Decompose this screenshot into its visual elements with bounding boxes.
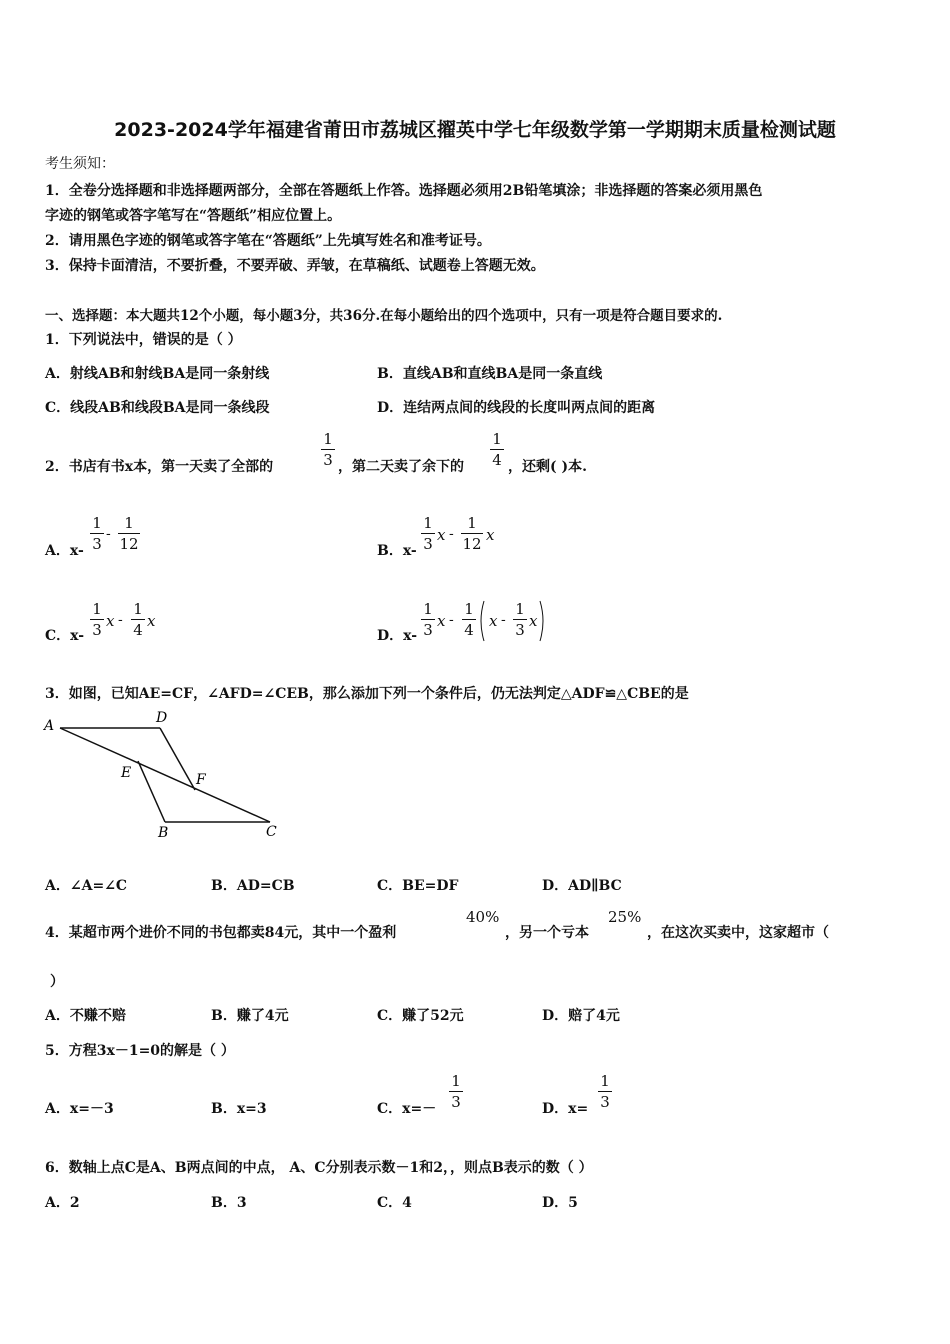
q2-a-frac-1: 1 3: [90, 514, 104, 553]
q4-stem-part2: ，另一个亏本: [505, 925, 589, 941]
q2-c-minus: -: [118, 612, 123, 628]
q2-d-x3: x: [529, 612, 538, 630]
q2-option-a[interactable]: A．x-: [45, 543, 84, 559]
q3-option-a[interactable]: A．∠A=∠C: [45, 878, 128, 894]
q2-fraction-2: 1 4: [490, 430, 504, 469]
q6-stem: 6．数轴上点C是A、B两点间的中点， A、C分别表示数－1和2，，则点B表示的数（ ）: [45, 1160, 593, 1176]
q2-fraction-1: 1 3: [321, 430, 335, 469]
q5-d-fraction: 1 3: [598, 1072, 612, 1111]
q4-option-a[interactable]: A．不赚不赔: [45, 1008, 126, 1024]
q3-geometry-figure: [40, 705, 290, 845]
q6-option-d[interactable]: D．5: [542, 1195, 578, 1211]
q4-stem-part3: ，在这次买卖中，这家超市（: [647, 925, 829, 941]
q3-option-c[interactable]: C．BE=DF: [377, 878, 459, 894]
page-title: 2023-2024学年福建省莆田市荔城区擢英中学七年级数学第一学期期末质量检测试题: [114, 119, 836, 141]
q2-stem-part3: ，还剩( )本.: [508, 459, 587, 475]
q4-percent-2: 25%: [608, 908, 642, 926]
q6-option-a[interactable]: A．2: [45, 1195, 80, 1211]
q3-option-b[interactable]: B．AD=CB: [211, 878, 295, 894]
q2-stem-part1: 2．书店有书x本，第一天卖了全部的: [45, 459, 274, 475]
q2-d-minus-2: -: [501, 612, 506, 628]
q4-option-c[interactable]: C．赚了52元: [377, 1008, 464, 1024]
notice-line-3: 3．保持卡面清洁，不要折叠，不要弄破、弄皱，在草稿纸、试题卷上答题无效。: [45, 258, 545, 274]
q2-option-c[interactable]: C．x-: [45, 628, 85, 644]
point-label-d: D: [156, 710, 168, 726]
point-label-b: B: [158, 825, 169, 841]
q5-c-fraction: 1 3: [449, 1072, 463, 1111]
point-label-a: A: [44, 718, 55, 734]
section-heading: 一、选择题：本大题共12个小题，每小题3分，共36分.在每小题给出的四个选项中，只有一项是符合题目要求的.: [45, 308, 723, 324]
q6-option-c[interactable]: C．4: [377, 1195, 412, 1211]
q1-option-c[interactable]: C．线段AB和线段BA是同一条线段: [45, 400, 270, 416]
q4-option-b[interactable]: B．赚了4元: [211, 1008, 289, 1024]
q5-option-c[interactable]: C．x=－: [377, 1101, 437, 1117]
notice-line-1b: 字迹的钢笔或答字笔写在“答题纸”相应位置上。: [45, 208, 342, 224]
notice-line-2: 2．请用黑色字迹的钢笔或答字笔在“答题纸”上先填写姓名和准考证号。: [45, 233, 491, 249]
q2-c-x2: x: [147, 612, 156, 630]
q2-a-minus: -: [106, 526, 111, 542]
q2-b-x2: x: [486, 526, 495, 544]
q1-stem: 1．下列说法中，错误的是（ ）: [45, 332, 242, 348]
q2-stem-part2: ，第二天卖了余下的: [338, 459, 464, 475]
q3-stem: 3．如图，已知AE=CF，∠AFD=∠CEB，那么添加下列一个条件后，仍无法判定△ADF≌△CBE的是: [45, 686, 689, 702]
q5-stem: 5．方程3x－1=0的解是（ ）: [45, 1043, 235, 1059]
q2-c-frac-2: 1 4: [131, 600, 145, 639]
q5-option-d[interactable]: D．x=: [542, 1101, 589, 1117]
q2-option-d[interactable]: D．x-: [377, 628, 418, 644]
q2-d-minus-1: -: [449, 612, 454, 628]
q3-option-d[interactable]: D．AD∥BC: [542, 878, 622, 894]
point-label-e: E: [121, 765, 132, 781]
q1-option-b[interactable]: B．直线AB和直线BA是同一条直线: [377, 366, 603, 382]
q2-d-frac-1: 1 3: [421, 600, 435, 639]
q2-option-b[interactable]: B．x-: [377, 543, 417, 559]
q4-percent-1: 40%: [466, 908, 500, 926]
q4-stem-part1: 4．某超市两个进价不同的书包都卖84元，其中一个盈利: [45, 925, 397, 941]
q1-option-a[interactable]: A．射线AB和射线BA是同一条射线: [45, 366, 270, 382]
point-label-f: F: [196, 772, 206, 788]
point-label-c: C: [266, 824, 277, 840]
q2-b-x1: x: [437, 526, 446, 544]
q2-b-frac-1: 1 3: [421, 514, 435, 553]
q5-option-a[interactable]: A．x=－3: [45, 1101, 114, 1117]
q2-d-frac-2: 1 4: [462, 600, 476, 639]
q2-c-frac-1: 1 3: [90, 600, 104, 639]
q5-option-b[interactable]: B．x=3: [211, 1101, 267, 1117]
q2-c-x1: x: [106, 612, 115, 630]
q2-b-minus: -: [449, 526, 454, 542]
q4-option-d[interactable]: D．赔了4元: [542, 1008, 620, 1024]
notice-heading: 考生须知：: [45, 156, 115, 172]
q1-option-d[interactable]: D．连结两点间的线段的长度叫两点间的距离: [377, 400, 656, 416]
q2-d-x2: x: [489, 612, 498, 630]
notice-line-1a: 1．全卷分选择题和非选择题两部分，全部在答题纸上作答。选择题必须用2B铅笔填涂；非选择题的答案必须用黑色: [45, 183, 763, 199]
q4-stem-close: ）: [50, 974, 64, 990]
q6-option-b[interactable]: B．3: [211, 1195, 247, 1211]
q2-a-frac-2: 1 12: [119, 514, 139, 553]
q2-d-frac-3: 1 3: [513, 600, 527, 639]
q2-b-frac-2: 1 12: [462, 514, 482, 553]
q2-d-x1: x: [437, 612, 446, 630]
